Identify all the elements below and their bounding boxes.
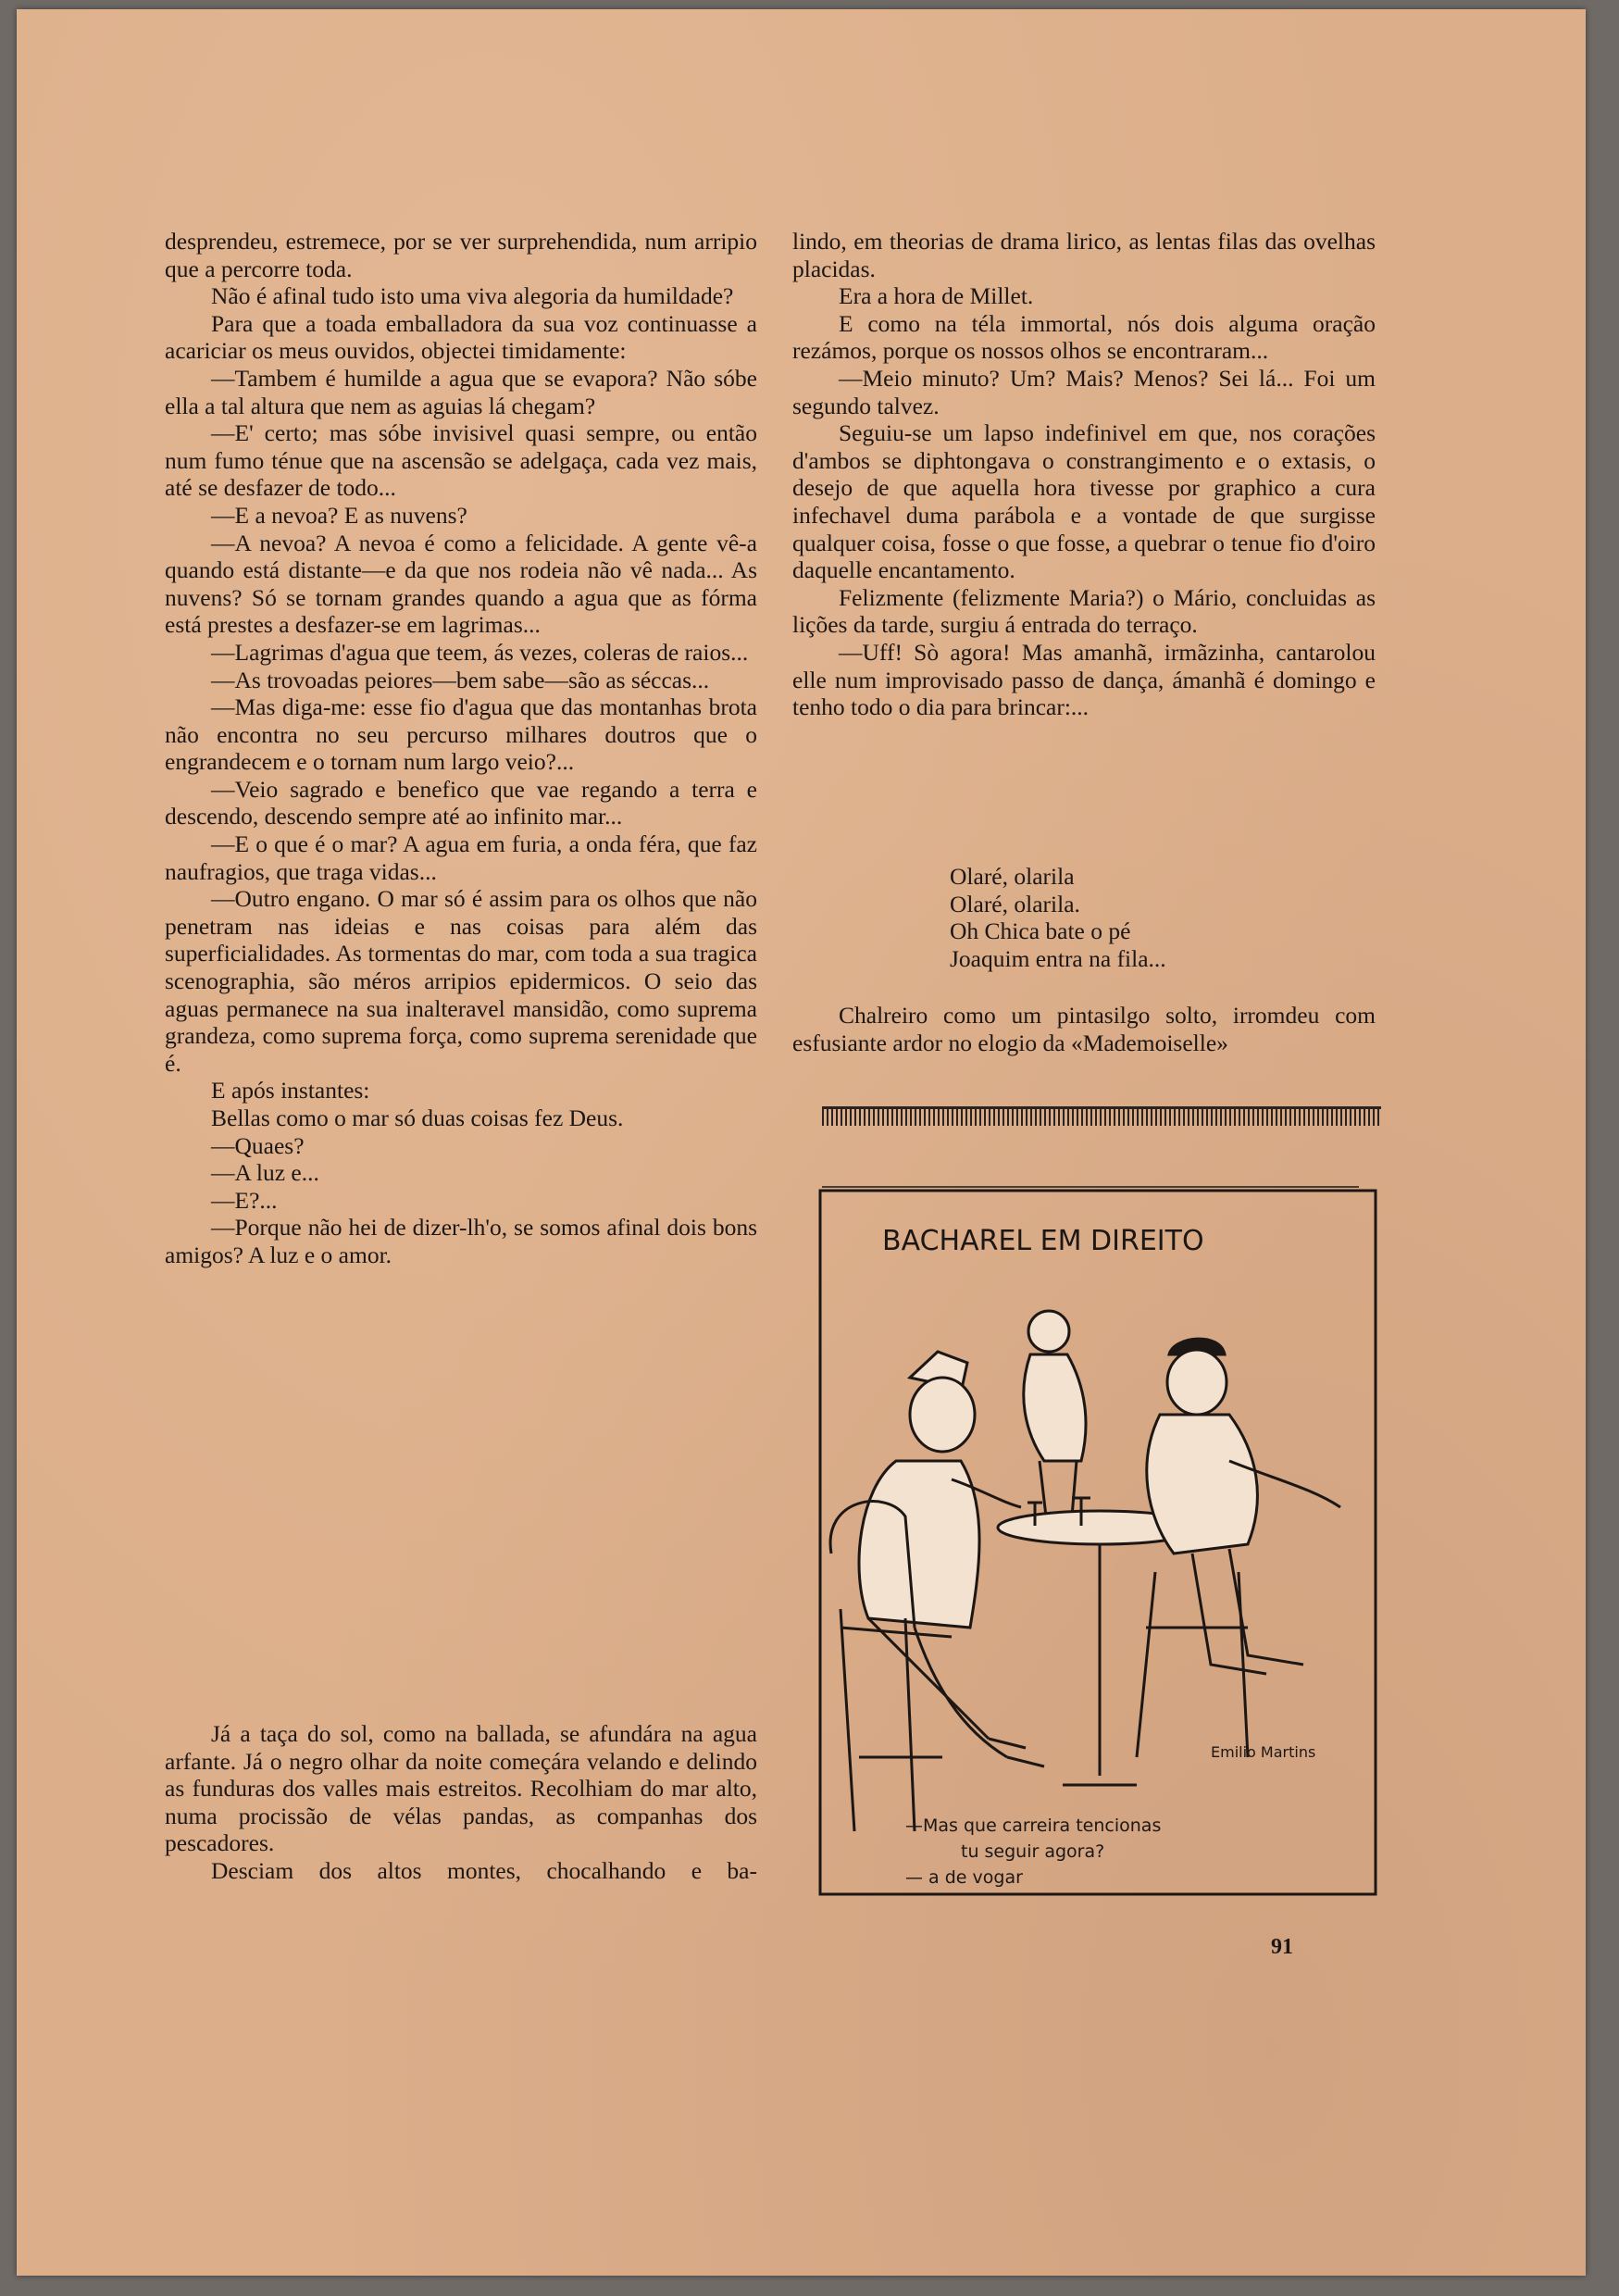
paragraph: —E' certo; mas sóbe invisivel quasi sempre, ou então num fumo ténue que na ascensão se adelgaça, cada vez mais, até se desfazer de todo...: [165, 419, 757, 502]
paragraph: —Uff! Sò agora! Mas amanhã, irmãzinha, cantarolou elle num improvisado passo de dança, ámanhã é domingo e tenho todo o dia para brincar:...: [792, 638, 1376, 721]
verse-line: Olaré, olarila: [950, 863, 1075, 890]
verse-line: Olaré, olarila.: [950, 890, 1080, 917]
right-text-column-lower: [792, 1002, 1376, 1056]
paragraph: —As trovoadas peiores—bem sabe—são as séccas...: [211, 666, 710, 693]
left-text-column-lower: [165, 1720, 757, 1885]
paragraph: lindo, em theorias de drama lirico, as lentas filas das ovelhas placidas.: [792, 228, 1376, 282]
paragraph: —A luz e...: [211, 1159, 319, 1187]
paragraph: Não é afinal tudo isto uma viva alegoria da humildade?: [211, 282, 734, 310]
artist-signature: Emilio Martins: [1211, 1743, 1316, 1761]
page-sheet: [17, 9, 1586, 2276]
paragraph: —Mas diga-me: esse fio d'agua que das montanhas brota não encontra no seu percurso milhares doutros que o engrandecem e o tornam num largo veio?...: [165, 693, 757, 776]
song-verse: [950, 863, 1166, 972]
paragraph: Felizmente (felizmente Maria?) o Mário, concluidas as lições da tarde, surgiu á entrada do terraço.: [792, 583, 1376, 639]
paragraph: —Porque não hei de dizer-lh'o, se somos afinal dois bons amigos? A luz e o amor.: [165, 1214, 757, 1268]
paragraph: Desciam dos altos montes, chocalhando e ba-: [211, 1856, 757, 1884]
left-text-column: [165, 228, 757, 1269]
verse-line: Oh Chica bate o pé: [950, 917, 1131, 945]
paragraph: —E a nevoa? E as nuvens?: [211, 501, 467, 529]
paragraph: —Tambem é humilde a agua que se evapora? Não sóbe ella a tal altura que nem as aguias lá chegam?: [165, 364, 757, 419]
paragraph: E após instantes:: [211, 1077, 370, 1104]
page-number: 91: [1271, 1935, 1293, 1959]
cartoon-illustration: [803, 1183, 1387, 1915]
cartoon-caption-line-2: tu seguir agora?: [961, 1841, 1105, 1862]
paragraph: —A nevoa? A nevoa é como a felicidade. A gente vê-a quando está distante—e da que nos rodeia não vê nada... As nuvens? Só se tornam grandes quando a agua que as fórma está prestes a desfazer-se em lagrimas...: [165, 529, 757, 639]
paragraph: —Quaes?: [211, 1131, 305, 1159]
seated-man-right: [1147, 1339, 1340, 1674]
paragraph: —E o que é o mar? A agua em furia, a onda féra, que faz naufragios, que traga vidas...: [165, 830, 757, 885]
paragraph: E como na téla immortal, nós dois alguma oração rezámos, porque os nossos olhos se encontraram...: [792, 309, 1376, 365]
cartoon-title: BACHAREL EM DIREITO: [882, 1225, 1204, 1257]
paragraph: Seguiu-se um lapso indefinivel em que, nos corações d'ambos se diphtongava o constrangimento e o extasis, o desejo de que aquella hora tivesse por graphico a cura infechavel duma parábola e a vontade de que surgisse qualquer coisa, fosse o que fosse, a quebrar o tenue fio d'oiro daquelle encantamento.: [792, 419, 1376, 584]
paragraph: —Lagrimas d'agua que teem, ás vezes, coleras de raios...: [211, 638, 749, 666]
paragraph: —Veio sagrado e benefico que vae regando a terra e descendo, descendo sempre até ao infinito mar...: [165, 775, 757, 830]
decorative-rule: [822, 1106, 1381, 1126]
paragraph: desprendeu, estremece, por se ver surprehendida, num arripio que a percorre toda.: [165, 228, 757, 282]
paragraph: Para que a toada emballadora da sua voz continuasse a acariciar os meus ouvidos, objectei timidamente:: [165, 309, 757, 365]
paragraph: —Outro engano. O mar só é assim para os olhos que não penetram nas ideias e nas coisas para além das superficialidades. As tormentas do mar, com toda a sua tragica scenographia, são méros arripios epidermicos. O seio das aguas permanece na sua inalteravel mansidão, como suprema grandeza, como suprema força, como suprema serenidade que é.: [165, 885, 757, 1077]
verse-line: Joaquim entra na fila...: [950, 944, 1166, 972]
right-text-column: [792, 228, 1376, 721]
paragraph: —Meio minuto? Um? Mais? Menos? Sei lá... Foi um segundo talvez.: [792, 364, 1376, 419]
paragraph: Era a hora de Millet.: [839, 282, 1034, 310]
cartoon-caption-line-3: — a de vogar: [905, 1867, 1023, 1888]
waiter-figure: [1024, 1311, 1086, 1516]
chair-right: [1137, 1572, 1248, 1757]
cartoon-caption-line-1: —Mas que carreira tencionas: [905, 1816, 1162, 1836]
paragraph: Bellas como o mar só duas coisas fez Deus.: [211, 1104, 624, 1131]
seated-man-left: [859, 1352, 1044, 1766]
paragraph: Já a taça do sol, como na ballada, se afundára na agua arfante. Já o negro olhar da noite começára velando e delindo as funduras dos valles mais estreitos. Recolhiam do mar alto, numa procissão de vélas pandas, as companhas dos pescadores.: [165, 1720, 757, 1857]
paragraph: —E?...: [211, 1186, 278, 1214]
paragraph: Chalreiro como um pintasilgo solto, irromdeu com esfusiante ardor no elogio da «Mademoiselle»: [792, 1002, 1376, 1056]
